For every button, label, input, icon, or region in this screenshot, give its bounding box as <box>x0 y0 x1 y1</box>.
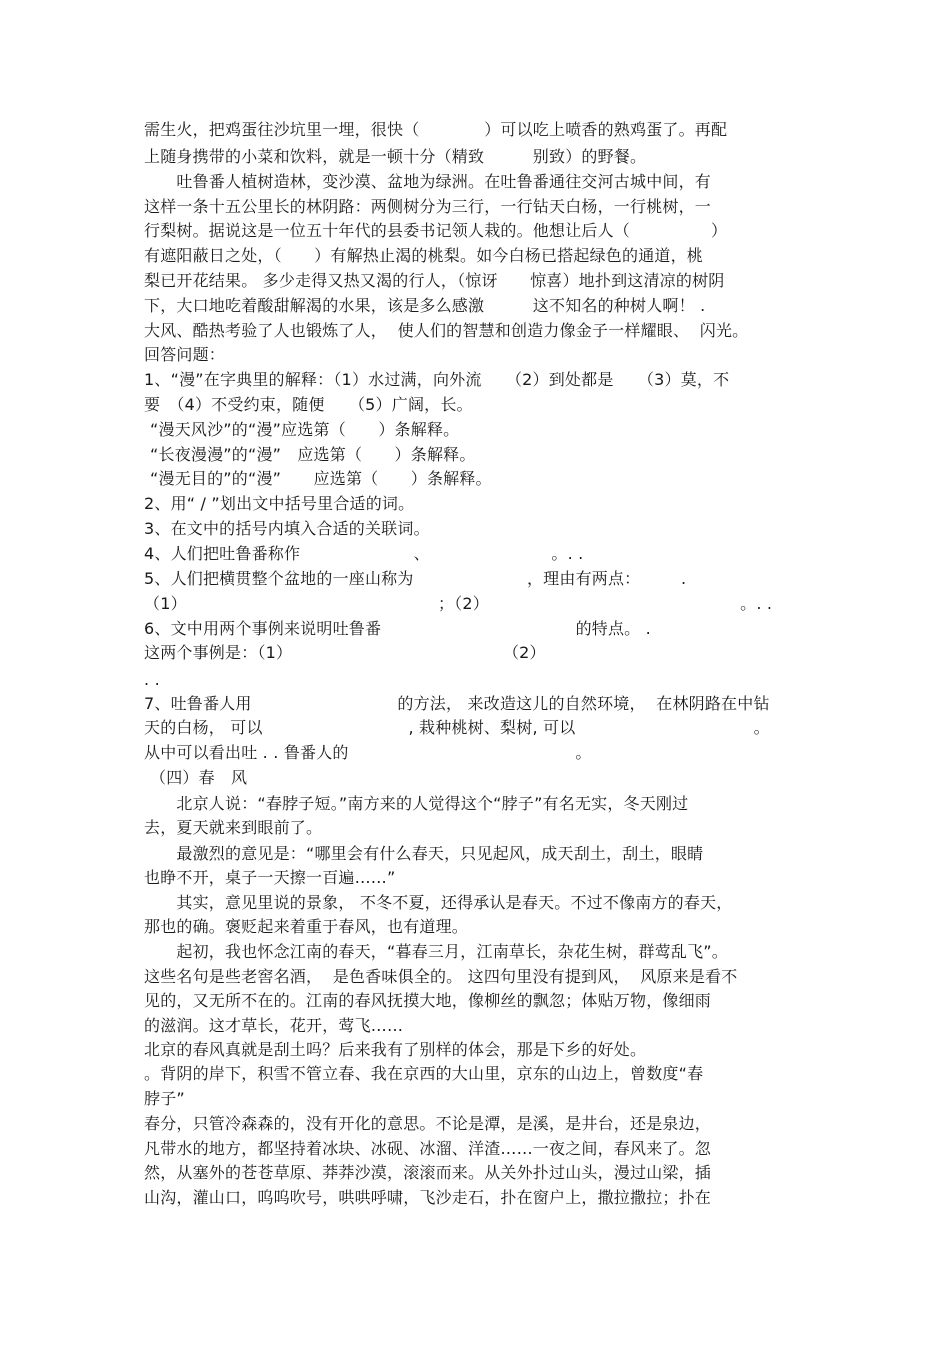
text-line: 行梨树。据说这是一位五十年代的县委书记领人栽的。他想让后人（ ） <box>144 221 728 240</box>
text-line: 也睁不开，桌子一天擦一百遍……” <box>144 868 396 887</box>
text-line: 这样一条十五公里长的林阴路：两侧树分为三行，一行钻天白杨，一行桃树，一 <box>144 197 712 216</box>
text-line: 这些名句是些老窖名酒， 是色香味俱全的。 这四句里没有提到风， 风原来是看不 <box>144 967 738 986</box>
text-line: 3、在文中的括号内填入合适的关联词。 <box>144 519 430 538</box>
text-line: （1） ；（2） 。. . <box>144 594 773 613</box>
text-line: 最激烈的意见是：“哪里会有什么春天，只见起风，成天刮土，刮土，眼睛 <box>144 844 704 863</box>
text-line: 上随身携带的小菜和饮料，就是一顿十分（精致 别致）的野餐。 <box>144 147 647 166</box>
text-line: 春分，只管冷森森的，没有开化的意思。不论是潭，是溪，是井台，还是泉边， <box>144 1114 712 1133</box>
text-line: 5、人们把横贯整个盆地的一座山称为 ，理由有两点： . <box>144 569 687 588</box>
text-line: 北京的春风真就是刮土吗？后来我有了别样的体会，那是下乡的好处。 <box>144 1040 647 1059</box>
text-line: 去，夏天就来到眼前了。 <box>144 818 323 837</box>
text-line: 山沟，灌山口，呜呜吹号，哄哄呼啸，飞沙走石，扑在窗户上，撒拉撒拉；扑在 <box>144 1188 712 1207</box>
text-line: 大风、酷热考验了人也锻炼了人， 使人们的智慧和创造力像金子一样耀眼、 闪光。 <box>144 321 749 340</box>
text-line: 这两个事例是：（1） （2） <box>144 643 546 662</box>
text-line: 回答问题： <box>144 345 226 364</box>
text-line: 起初，我也怀念江南的春天，“暮春三月，江南草长，杂花生树，群莺乱飞”。 <box>144 942 728 961</box>
text-line: 需生火，把鸡蛋往沙坑里一埋，很快（ ）可以吃上喷香的熟鸡蛋了。再配 <box>144 120 728 139</box>
text-line: “长夜漫漫”的“漫” 应选第（ ）条解释。 <box>150 445 476 464</box>
text-line: 1、“漫”在字典里的解释：（1）水过满，向外流 （2）到处都是 （3）莫，不 <box>144 370 730 389</box>
text-line: 其实，意见里说的景象， 不冬不夏，还得承认是春天。不过不像南方的春天， <box>144 893 733 912</box>
text-line: 脖子” <box>144 1089 185 1108</box>
text-line: 要 （4）不受约束，随便 （5）广阔，长。 <box>144 395 473 414</box>
text-line: 。背阴的岸下，积雪不管立春、我在京西的大山里，京东的山边上，曾数度“春 <box>144 1064 704 1083</box>
text-line: 下，大口地吃着酸甜解渴的水果，该是多么感激 这不知名的种树人啊！ . <box>144 296 706 315</box>
text-line: 7、吐鲁番人用 的方法， 来改造这儿的自然环境， 在林阴路在中钻 <box>144 694 770 713</box>
text-line: 见的，又无所不在的。江南的春风抚摸大地，像柳丝的飘忽；体贴万物，像细雨 <box>144 991 712 1010</box>
text-line: 有遮阳蔽日之处，（ ）有解热止渴的桃梨。如今白杨已搭起绿色的通道，桃 <box>144 246 704 265</box>
text-line: 4、人们把吐鲁番称作 、 。. . <box>144 544 584 563</box>
text-line: “漫天风沙”的“漫”应选第（ ）条解释。 <box>150 420 460 439</box>
text-line: 凡带水的地方，都坚持着冰块、冰砚、冰溜、洋渣……一夜之间，春风来了。忽 <box>144 1139 712 1158</box>
text-line: “漫无目的”的“漫” 应选第（ ）条解释。 <box>150 469 492 488</box>
text-line: 2、用“ / ”划出文中括号里合适的词。 <box>144 494 415 513</box>
text-line: 梨已开花结果。 多少走得又热又渴的行人，（惊讶 惊喜）地扑到这清凉的树阴 <box>144 271 725 290</box>
text-line: 吐鲁番人植树造林，变沙漠、盆地为绿洲。在吐鲁番通往交河古城中间，有 <box>144 172 712 191</box>
text-line: 北京人说：“春脖子短。”南方来的人觉得这个“脖子”有名无实，冬天刚过 <box>144 794 689 813</box>
text-line: 然，从塞外的苍苍草原、莽莽沙漠，滚滚而来。从关外扑过山头，漫过山梁，插 <box>144 1163 712 1182</box>
text-line: 天的白杨， 可以 , 栽种桃树、梨树, 可以 。 <box>144 718 770 737</box>
text-line: （四）春 风 <box>150 768 248 787</box>
text-line: 的滋润。这才草长，花开，莺飞…… <box>144 1016 404 1035</box>
text-line: 那也的确。褒贬起来着重于春风，也有道理。 <box>144 917 469 936</box>
text-line: . . <box>144 670 160 689</box>
text-line: 从中可以看出吐 . . 鲁番人的 。 <box>144 743 592 762</box>
text-line: 6、文中用两个事例来说明吐鲁番 的特点。 . <box>144 619 651 638</box>
